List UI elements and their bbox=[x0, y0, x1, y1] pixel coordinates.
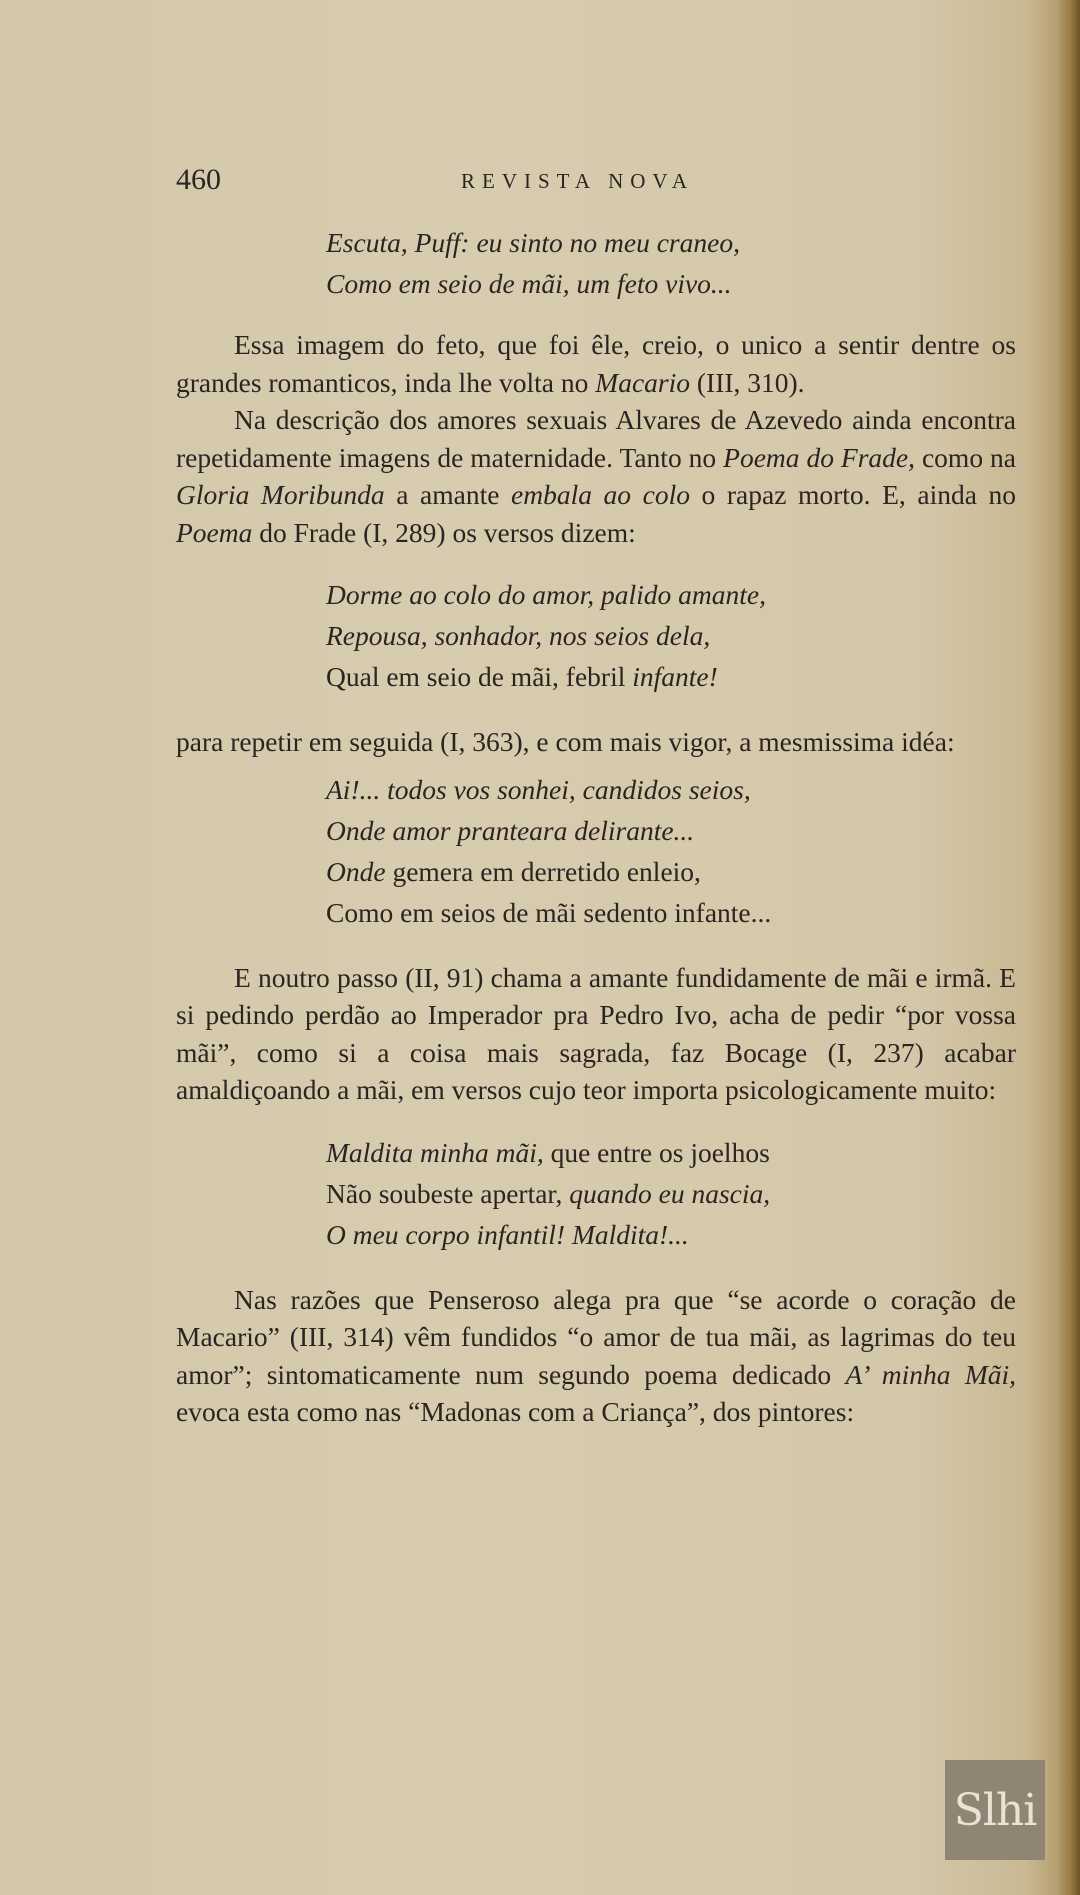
verse-line: Como em seio de mãi, um feto vivo... bbox=[326, 268, 732, 299]
verse-line bbox=[326, 1132, 1016, 1173]
text-span: a amante bbox=[384, 479, 512, 510]
paragraph-5 bbox=[176, 1281, 1016, 1431]
page-header bbox=[176, 163, 1016, 203]
italic-title: Gloria Moribunda bbox=[176, 479, 385, 510]
italic-phrase: embala ao colo bbox=[511, 479, 690, 510]
paragraph-2 bbox=[176, 401, 1016, 551]
verse-block-2 bbox=[326, 574, 1016, 697]
page-edge bbox=[1058, 0, 1080, 1895]
text-span: o rapaz morto. E, ainda no bbox=[689, 479, 1016, 510]
verse-line: Dorme ao colo do amor, palido amante, bbox=[326, 579, 766, 610]
text-span: como na bbox=[915, 441, 1016, 473]
text-span: Nas razões que Penseroso alega pra que “se acorde o coração de Macario” (III, 314) vêm fundidos “o amor de tua mãi, as lagrimas do teu amor”; sintomaticamente num segundo poema dedicado bbox=[176, 1283, 1016, 1390]
italic-title: A’ minha Mãi, bbox=[845, 1358, 1017, 1390]
paragraph-1 bbox=[176, 326, 1016, 401]
text-span: do Frade (I, 289) os versos dizem: bbox=[252, 516, 636, 548]
italic-title: Poema do Frade, bbox=[723, 441, 916, 473]
italic-title: Macario bbox=[595, 366, 690, 398]
text-span: evoca esta como nas “Madonas com a Criança”, dos pintores: bbox=[176, 1396, 855, 1427]
running-title: REVISTA NOVA bbox=[461, 169, 695, 193]
library-logo: Slhi bbox=[945, 1760, 1045, 1860]
italic-phrase: quando eu nascia, bbox=[569, 1177, 771, 1209]
text-span: (III, 310). bbox=[690, 366, 805, 398]
verse-block-1 bbox=[326, 222, 1016, 304]
italic-word: Onde bbox=[326, 855, 386, 887]
text-span: Na descrição dos amores sexuais Alvares de Azevedo ainda encontra repetidamente imagens de maternidade. Tanto no bbox=[176, 404, 1016, 473]
text-span: Não soubeste apertar, bbox=[326, 1177, 570, 1209]
verse-block-3 bbox=[326, 769, 1016, 933]
verse-line bbox=[326, 656, 1016, 697]
page-body bbox=[176, 222, 1016, 1431]
text-span: Essa imagem do feto, que foi êle, creio, o unico a sentir dentre os grandes romanticos, inda lhe volta no bbox=[176, 329, 1016, 398]
verse-line bbox=[326, 851, 1016, 892]
text-span: que entre os joelhos bbox=[543, 1136, 770, 1168]
italic-word: infante! bbox=[632, 661, 718, 692]
verse-block-4 bbox=[326, 1132, 1016, 1255]
verse-line bbox=[326, 1173, 1016, 1214]
verse-line: Como em seios de mãi sedento infante... bbox=[326, 896, 772, 928]
verse-line: O meu corpo infantil! Maldita!... bbox=[326, 1218, 689, 1250]
italic-phrase: Maldita minha mãi, bbox=[326, 1136, 544, 1168]
page-number: 460 bbox=[176, 163, 221, 196]
text-span: Qual em seio de mãi, febril bbox=[326, 661, 633, 692]
paragraph-3: para repetir em seguida (I, 363), e com mais vigor, a mesmissima idéa: bbox=[176, 726, 955, 757]
text-span: gemera em derretido enleio, bbox=[385, 855, 701, 887]
verse-line: Escuta, Puff: eu sinto no meu craneo, bbox=[326, 227, 740, 258]
paragraph-4: E noutro passo (II, 91) chama a amante fundidamente de mãi e irmã. E si pedindo perdão ao Imperador pra Pedro Ivo, acha de pedir “por vossa mãi”, como si a coisa mais sagrada, faz Bocage (I, 237) acabar amaldiçoando a mãi, em versos cujo teor importa psicologicamente muito: bbox=[176, 961, 1016, 1105]
italic-title: Poema bbox=[176, 516, 253, 548]
verse-line: Onde amor pranteara delirante... bbox=[326, 814, 695, 846]
verse-line: Repousa, sonhador, nos seios dela, bbox=[326, 620, 711, 651]
verse-line: Ai!... todos vos sonhei, candidos seios, bbox=[326, 773, 751, 805]
